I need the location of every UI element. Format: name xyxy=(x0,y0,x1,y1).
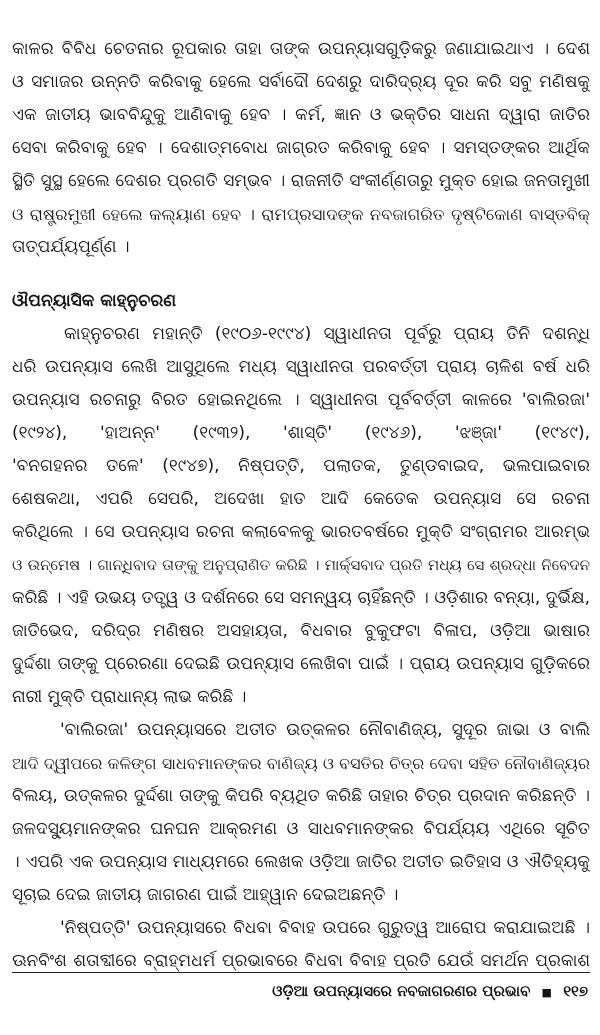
text-line: କରିଥିଲେ । ସେ ଉପନ୍ୟାସ ରଚନା କଲାବେଳକୁ ଭାରତବର୍ଷରେ ମୁକ୍ତି ସଂଗ୍ରାମର ଆରମ୍ଭ xyxy=(12,522,590,542)
text-line: ଶେଷକଥା, ଏପରି ସେପରି, ଅଦେଖା ହାତ ଆଦି କେତେକ ଉପନ୍ୟାସ ସେ ରଚନା xyxy=(12,489,590,509)
text-line: 'ବାଲିରଜା' ଉପନ୍ୟାସରେ ଅତୀତ ଉତ୍କଳର ନୌବାଣିଜ୍ୟ, ସୁଦୂର ଜାଭା ଓ ବାଲି xyxy=(60,720,590,740)
footer-rule xyxy=(12,972,590,973)
text-line: ସ୍ଥିତି ସୁସ୍ଥ ହେଲେ ଦେଶର ପ୍ରଗତି ସମ୍ଭବ । ରାଜନୀତି ସଂକୀର୍ଣ୍ଣତାରୁ ମୁକ୍ତ ହୋଇ ଜନତାମୁଖୀ xyxy=(12,171,590,191)
separator-square-icon: ■ xyxy=(541,986,552,999)
text-line: ତାତ୍ପର୍ଯ୍ୟପୂର୍ଣ୍ଣ । xyxy=(12,237,130,257)
text-line: ଧରି ଉପନ୍ୟାସ ଲେଖି ଆସୁଥିଲେ ମଧ୍ୟ ସ୍ୱାଧୀନତା ପରବର୍ତ୍ତୀ ପ୍ରାୟ ଚାଳିଶ ବର୍ଷ ଧରି xyxy=(12,357,590,377)
text-line: 'ନିଷ୍ପତ୍ତି' ଉପନ୍ୟାସରେ ବିଧବା ବିବାହ ଉପରେ ଗୁରୁତ୍ୱ ଆରୋପ କରାଯାଇଅଛି । xyxy=(60,918,590,938)
text-line: ଏକ ଜାତୀୟ ଭାବବିନ୍ଦୁକୁ ଆଣିବାକୁ ହେବ । କର୍ମ, ଜ୍ଞାନ ଓ ଭକ୍ତିର ସାଧନା ଦ୍ୱାରା ଜାତିର xyxy=(12,105,590,125)
text-line: ଆଦି ଦ୍ୱୀପରେ କଳିଙ୍ଗ ସାଧବମାନଙ୍କର ବାଣିଜ୍ୟ ଓ ବସତିର ଚିତ୍ର ଦେବା ସହିତ ନୌବାଣିଜ୍ୟର xyxy=(12,754,590,773)
text-line: ବିଲୟ, ଉତ୍କଳର ଦୁର୍ଦ୍ଦଶା ତାଙ୍କୁ କିପରି ବ୍ୟଥିତ କରିଛି ତାହାର ଚିତ୍ର ପ୍ରଦାନ କରିଛନ୍ତି । xyxy=(12,786,590,806)
text-line: କାଳର ବିବିଧ ଚେତନାର ରୂପକାର ତାହା ତାଙ୍କ ଉପନ୍ୟାସଗୁଡ଼ିକରୁ ଜଣାଯାଇଥାଏ । ଦେଶ xyxy=(12,39,590,59)
text-line: (୧୯୨୪), 'ହାଅନ୍ନ' (୧୯୩୨), 'ଶାସ୍ତି' (୧୯୪୬), 'ଝଞ୍ଜା' (୧୯୪୯), xyxy=(12,423,590,443)
text-line: ଓ ସମାଜର ଉନ୍ନତି କରିବାକୁ ହେଲେ ସର୍ବାଦୌ ଦେଶରୁ ଦାରିଦ୍ର୍ୟ ଦୂର କରି ସବୁ ମଣିଷକୁ xyxy=(12,72,590,92)
text-line: ଜଳଦସ୍ୟୁମାନଙ୍କର ଘନଘନ ଆକ୍ରମଣ ଓ ସାଧବମାନଙ୍କର ବିପର୍ଯ୍ୟୟ ଏଥିରେ ସୂଚିତ xyxy=(12,819,590,839)
text-line: କାହ୍ନୁଚରଣ ମହାନ୍ତି (୧୯୦୬-୧୯୯୪) ସ୍ୱାଧୀନତା ପୂର୍ବରୁ ପ୍ରାୟ ତିନି ଦଶନ୍ଧି xyxy=(64,324,590,344)
text-line: ସେବା କରିବାକୁ ହେବ । ଦେଶାତ୍ମବୋଧ ଜାଗ୍ରତ କରିବାକୁ ହେବ । ସମସ୍ତଙ୍କର ଆର୍ଥିକ xyxy=(12,138,590,158)
section-heading: ଔପନ୍ୟାସିକ କାହ୍ନୁଚରଣ xyxy=(12,291,177,311)
running-title: ଓଡ଼ିଆ ଉପନ୍ୟାସରେ ନବଜାଗରଣର ପ୍ରଭାବ xyxy=(272,982,531,1000)
text-line: ସୂଚାଇ ଦେଇ ଜାତୀୟ ଜାଗରଣ ପାଇଁ ଆହ୍ୱାନ ଦେଇଅଛନ୍ତି । xyxy=(12,885,399,905)
text-line: ଓ ରାଷ୍ଟ୍ରମୁଖୀ ହେଲେ କଲ୍ୟାଣ ହେବ । ରାମପ୍ରସାଦଙ୍କ ନବଜାଗରିତ ଦୃଷ୍ଟିକୋଣ ବାସ୍ତବିକ୍ xyxy=(12,205,590,224)
text-line: ଊନବିଂଶ ଶତାବ୍ଦୀରେ ବ୍ରାହ୍ମଧର୍ମ ପ୍ରଭାବରେ ବିଧବା ବିବାହ ପ୍ରତି ଯେଉଁ ସମର୍ଥନ ପ୍ରକାଶ xyxy=(12,951,590,971)
text-line: 'ବନଗହନର ତଳେ' (୧୯୪୭), ନିଷ୍ପତ୍ତି, ପଲାତକ, ତୁଣ୍ଡବାଇଦ, ଭଲପାଇବାର xyxy=(12,456,590,476)
page-number: ୧୧୭ xyxy=(563,982,588,1000)
paragraph-3 xyxy=(12,714,590,912)
page-footer xyxy=(272,982,588,1000)
text-line: ଉପନ୍ୟାସ ରଚନାରୁ ବିରତ ହୋଇନଥିଲେ । ସ୍ୱାଧୀନତା ପୂର୍ବବର୍ତ୍ତୀ କାଳରେ 'ବାଲିରଜା' xyxy=(12,390,590,410)
text-line: । ଏପରି ଏକ ଉପନ୍ୟାସ ମାଧ୍ୟମରେ ଲେଖକ ଓଡ଼ିଆ ଜାତିର ଅତୀତ ଇତିହାସ ଓ ଐତିହ୍ୟକୁ xyxy=(12,852,590,872)
paragraph-4 xyxy=(12,912,590,978)
text-line: ଦୁର୍ଦ୍ଦଶା ତାଙ୍କୁ ପ୍ରେରଣା ଦେଇଛି ଉପନ୍ୟାସ ଲେଖିବା ପାଇଁ । ପ୍ରାୟ ଉପନ୍ୟାସ ଗୁଡ଼ିକରେ xyxy=(12,654,590,674)
paragraph-2 xyxy=(12,318,590,714)
paragraph-1 xyxy=(12,33,590,264)
text-line: ଓ ଉନ୍ମେଷ । ଗାନ୍ଧିବାଦ ତାଙ୍କୁ ଅନୁପ୍ରାଣିତ କରିଛି । ମାର୍କ୍ସବାଦ ପ୍ରତି ମଧ୍ୟ ସେ ଶ୍ରଦ୍ଧା ନିବେଦନ xyxy=(12,556,590,574)
text-line: କରିଛି । ଏହି ଉଭୟ ତତ୍ତ୍ୱ ଓ ଦର୍ଶନରେ ସେ ସମନ୍ୱୟ ଚାହିଁଛନ୍ତି । ଓଡ଼ିଶାର ବନ୍ୟା, ଦୁର୍ଭିକ୍ଷ, xyxy=(12,588,590,608)
text-line: ଜାତିଭେଦ, ଦରିଦ୍ର ମଣିଷର ଅସହାୟତା, ବିଧବାର ବୁକୁଫଟା ବିଳାପ, ଓଡ଼ିଆ ଭାଷାର xyxy=(12,621,590,641)
text-line: ନାରୀ ମୁକ୍ତି ପ୍ରାଧାନ୍ୟ ଲାଭ କରିଛି । xyxy=(12,687,247,707)
